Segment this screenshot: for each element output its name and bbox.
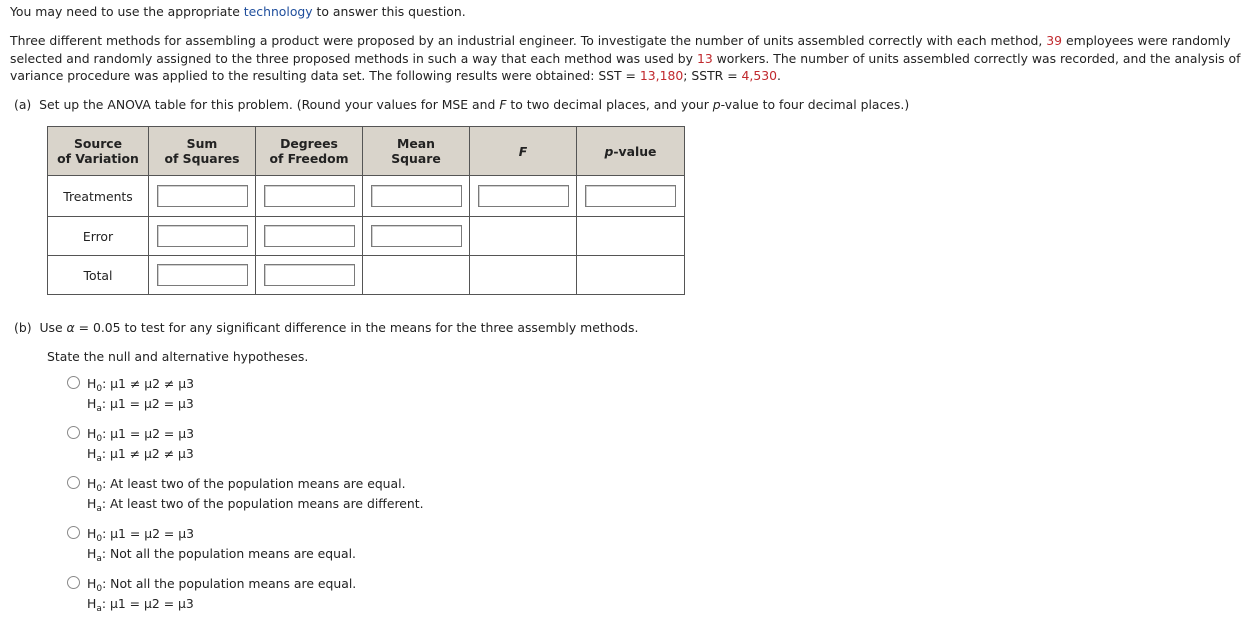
header-ss-line1: Sum	[186, 136, 218, 151]
part-b-text-1: Use	[39, 320, 67, 335]
sstr-value: 4,530	[741, 68, 778, 83]
cell-error-ss	[149, 217, 256, 256]
h-sub: 0	[96, 484, 103, 494]
table-row-treatments	[48, 176, 685, 217]
h-letter: H	[87, 576, 97, 591]
h-sub: a	[96, 404, 102, 414]
option-alt	[87, 496, 424, 517]
radio-button[interactable]	[67, 426, 80, 439]
header-ss-line2: of Squares	[164, 151, 240, 166]
null-text: : At least two of the population means are equal.	[102, 476, 406, 491]
header-source-line2: of Variation	[57, 151, 139, 166]
radio-button[interactable]	[67, 526, 80, 539]
part-a-label: (a)	[14, 97, 32, 112]
h-letter: H	[87, 446, 97, 461]
option-alt	[87, 546, 356, 567]
h-letter: H	[87, 596, 97, 611]
header-source	[48, 127, 149, 176]
cell-treatments-p	[577, 176, 685, 217]
treatments-ss-input[interactable]	[157, 185, 248, 207]
header-p-rest: -value	[613, 143, 657, 159]
header-p-italic: p	[604, 143, 614, 159]
intro-text-post: to answer this question.	[312, 4, 466, 19]
problem-text-1: Three different methods for assembling a product were proposed by an industrial engineer. To investigate the number of units assembled correctly with each method,	[10, 33, 1047, 48]
problem-text-2: employees were randomly selected and randomly assigned to the three proposed methods in such a way that each method was used by	[10, 33, 1231, 66]
h-sub: 0	[96, 384, 103, 394]
cell-treatments-ms	[363, 176, 470, 217]
total-ss-input[interactable]	[157, 264, 248, 286]
alpha-symbol: α	[66, 320, 75, 335]
null-text: : Not all the population means are equal.	[102, 576, 357, 591]
h-sub: 0	[96, 584, 103, 594]
part-b-label: (b)	[14, 320, 32, 335]
cell-error-ms	[363, 217, 470, 256]
null-text: : μ1 = μ2 = μ3	[102, 426, 194, 441]
cell-treatments-ss	[149, 176, 256, 217]
employees-count: 39	[1046, 33, 1063, 48]
header-f	[470, 127, 577, 176]
cell-treatments-df	[256, 176, 363, 217]
option-null	[87, 576, 356, 597]
error-df-input[interactable]	[264, 225, 355, 247]
row-label-total: Total	[48, 256, 149, 295]
cell-total-ms-empty	[363, 256, 470, 295]
table-header-row	[48, 127, 685, 176]
cell-treatments-f	[470, 176, 577, 217]
cell-total-p-empty	[577, 256, 685, 295]
h-letter: H	[87, 426, 97, 441]
alt-text: : μ1 ≠ μ2 ≠ μ3	[101, 446, 194, 461]
problem-text-4: ; SSTR =	[683, 68, 742, 83]
sst-value: 13,180	[639, 68, 684, 83]
option-null	[87, 476, 406, 497]
cell-total-df	[256, 256, 363, 295]
treatments-p-input[interactable]	[585, 185, 676, 207]
part-b-instructions	[14, 320, 638, 335]
part-a-text-2: to two decimal places, and your	[506, 97, 713, 112]
h-sub: a	[96, 454, 102, 464]
part-a-text-3: -value to four decimal places.)	[720, 97, 910, 112]
part-a-f: F	[499, 97, 507, 112]
header-ms-line2: Square	[391, 151, 441, 166]
h-letter: H	[87, 546, 97, 561]
anova-table	[47, 126, 685, 295]
option-alt	[87, 446, 194, 467]
radio-button[interactable]	[67, 576, 80, 589]
h-sub: 0	[96, 434, 103, 444]
h-letter: H	[87, 476, 97, 491]
h-letter: H	[87, 376, 97, 391]
problem-statement	[10, 32, 1242, 85]
part-a-p: p	[712, 97, 721, 112]
h-sub: 0	[96, 534, 103, 544]
cell-error-f-empty	[470, 217, 577, 256]
row-label-treatments: Treatments	[48, 176, 149, 217]
treatments-df-input[interactable]	[264, 185, 355, 207]
option-alt	[87, 596, 194, 617]
intro-line	[10, 4, 466, 19]
cell-total-ss	[149, 256, 256, 295]
cell-total-f-empty	[470, 256, 577, 295]
row-label-error: Error	[48, 217, 149, 256]
cell-error-df	[256, 217, 363, 256]
option-alt	[87, 396, 194, 417]
header-df-line2: of Freedom	[269, 151, 349, 166]
total-df-input[interactable]	[264, 264, 355, 286]
h-sub: a	[96, 604, 102, 614]
header-p-value	[577, 127, 685, 176]
header-source-line1: Source	[73, 136, 123, 151]
header-mean-square	[363, 127, 470, 176]
table-row-total	[48, 256, 685, 295]
h-letter: H	[87, 526, 97, 541]
h-sub: a	[96, 504, 102, 514]
option-null	[87, 376, 194, 397]
header-f-label: F	[518, 143, 528, 159]
workers-count: 13	[696, 50, 713, 66]
h-letter: H	[87, 496, 97, 511]
null-text: : μ1 ≠ μ2 ≠ μ3	[102, 376, 194, 391]
problem-text-5: .	[777, 68, 781, 83]
treatments-ms-input[interactable]	[371, 185, 462, 207]
h-letter: H	[87, 396, 97, 411]
technology-link[interactable]: technology	[243, 4, 313, 19]
header-sum-of-squares	[149, 127, 256, 176]
header-ms-line1: Mean	[397, 136, 435, 151]
h-sub: a	[96, 554, 102, 564]
error-ss-input[interactable]	[157, 225, 248, 247]
header-degrees-of-freedom	[256, 127, 363, 176]
part-b-text-2: = 0.05 to test for any significant difference in the means for the three assembly methods.	[74, 320, 639, 335]
alt-text: : μ1 = μ2 = μ3	[101, 396, 194, 411]
part-a-text-1: Set up the ANOVA table for this problem. (Round your values for MSE and	[39, 97, 500, 112]
null-text: : μ1 = μ2 = μ3	[102, 526, 194, 541]
table-row-error	[48, 217, 685, 256]
radio-button[interactable]	[67, 376, 80, 389]
option-null	[87, 426, 194, 447]
alt-text: : μ1 = μ2 = μ3	[101, 596, 194, 611]
option-null	[87, 526, 194, 547]
treatments-f-input[interactable]	[478, 185, 569, 207]
alt-text: : At least two of the population means are different.	[101, 496, 424, 511]
error-ms-input[interactable]	[371, 225, 462, 247]
header-df-line1: Degrees	[280, 136, 338, 151]
part-a-instructions	[14, 97, 909, 112]
problem-text-3: workers. The number of units assembled correctly was recorded, and the analysis of variance procedure was applied to the resulting data set. The following results were obtained: SST =	[10, 50, 1241, 83]
alt-text: : Not all the population means are equal.	[101, 546, 356, 561]
cell-error-p-empty	[577, 217, 685, 256]
hypotheses-prompt: State the null and alternative hypotheses.	[47, 349, 309, 364]
radio-button[interactable]	[67, 476, 80, 489]
intro-text-pre: You may need to use the appropriate	[10, 4, 244, 19]
